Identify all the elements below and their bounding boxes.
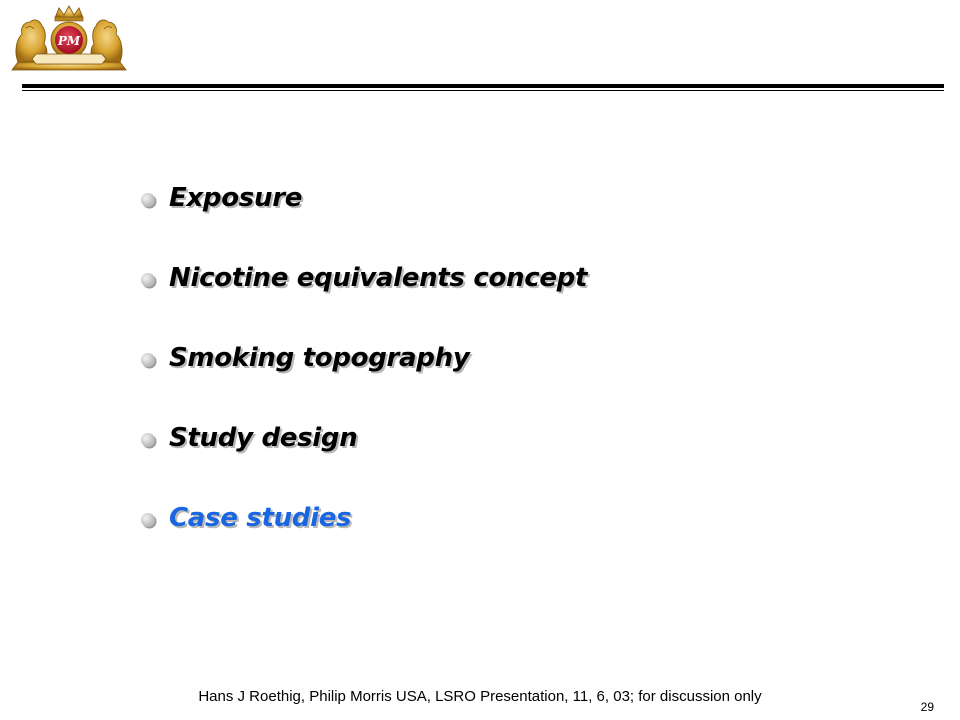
bullet-dot-icon (140, 432, 157, 449)
agenda-item-label: Study design (169, 423, 358, 453)
philip-morris-logo (8, 4, 130, 76)
agenda-item-label: Smoking topography (169, 343, 470, 373)
header-rule-thick (22, 84, 944, 88)
agenda-item-label: Exposure (169, 183, 303, 213)
bullet-dot-icon (140, 272, 157, 289)
agenda-item (140, 178, 587, 258)
logo-monogram: PM (57, 34, 81, 48)
bullet-dot-icon (140, 352, 157, 369)
agenda-list (140, 178, 587, 578)
agenda-item (140, 258, 587, 338)
header-rule-thin (22, 90, 944, 91)
bullet-dot-icon (140, 192, 157, 209)
agenda-item (140, 418, 587, 498)
agenda-item (140, 498, 587, 578)
agenda-item-label: Nicotine equivalents concept (169, 263, 588, 293)
footer-text: Hans J Roethig, Philip Morris USA, LSRO Presentation, 11, 6, 03; for discussion only (198, 688, 762, 705)
agenda-item (140, 338, 587, 418)
page-number: 29 (920, 700, 934, 714)
bullet-dot-icon (140, 512, 157, 529)
agenda-item-label: Case studies (169, 503, 352, 533)
